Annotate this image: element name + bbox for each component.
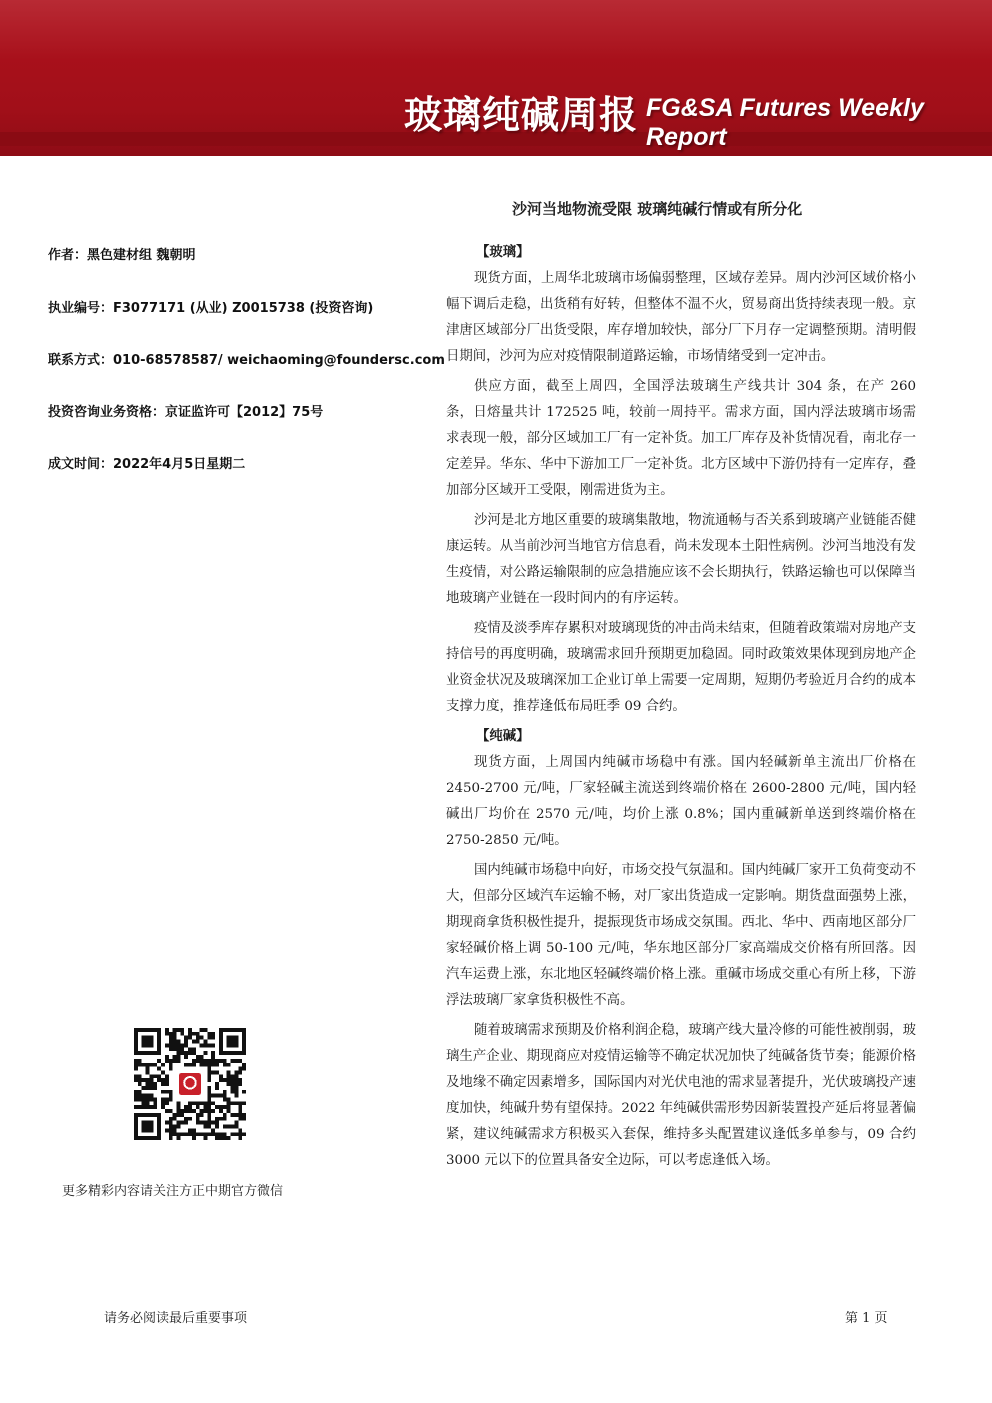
report-series-title-cn: 玻璃纯碱周报 (404, 93, 639, 137)
report-series-title-en: FG&SA Futures Weekly Report (646, 94, 924, 151)
qualification-line: 投资咨询业务资格：京证监许可【2012】75号 (48, 405, 324, 420)
section-head-glass: 【玻璃】 (476, 245, 530, 260)
date-line: 成文时间：2022年4月5日星期二 (48, 457, 246, 472)
glass-paragraph: 沙河是北方地区重要的玻璃集散地，物流通畅与否关系到玻璃产业链能否健康运转。从当前沙河当地官方信息看，尚未发现本土阳性病例。沙河当地没有发生疫情，对公路运输限制的应急措施应该不会长期执行，铁路运输也可以保障当地玻璃产业链在一段时间内的有序运转。 (446, 513, 916, 606)
author-line: 作者：黑色建材组 魏朝明 (48, 248, 196, 263)
qr-caption: 更多精彩内容请关注方正中期官方微信 (62, 1184, 284, 1199)
section-head-soda: 【纯碱】 (476, 729, 530, 744)
report-title: 沙河当地物流受限 玻璃纯碱行情或有所分化 (512, 200, 803, 218)
contact-line: 联系方式：010-68578587/ weichaoming@foundersc.com (48, 353, 445, 368)
glass-paragraph: 疫情及淡季库存累积对玻璃现货的冲击尚未结束，但随着政策端对房地产支持信号的再度明确，玻璃需求回升预期更加稳固。同时政策效果体现到房地产企业资金状况及玻璃深加工企业订单上需要一定周期，短期仍考验近月合约的成本支撑力度，推荐逢低布局旺季 09 合约。 (446, 621, 916, 714)
report-body (446, 240, 916, 1178)
glass-paragraph: 现货方面，上周华北玻璃市场偏弱整理，区域存差异。周内沙河区域价格小幅下调后走稳，出货稍有好转，但整体不温不火，贸易商出货持续表现一般。京津唐区域部分厂出货受限，库存增加较快，部分厂下月存一定调整预期。清明假日期间，沙河为应对疫情限制道路运输，市场情绪受到一定冲击。 (446, 271, 916, 364)
header-banner (0, 0, 992, 156)
soda-paragraph: 随着玻璃需求预期及价格利润企稳，玻璃产线大量冷修的可能性被削弱，玻璃生产企业、期现商应对疫情运输等不确定状况加快了纯碱备货节奏；能源价格及地缘不确定因素增多，国际国内对光伏电池的需求显著提升，光伏玻璃投产速度加快，纯碱升势有望保持。2022 年纯碱供需形势因新装置投产延后将显著偏紧，建议纯碱需求方积极买入套保，维持多头配置建议逢低多单参与，09 合约 3000 元以下的位置具备安全边际，可以考虑逢低入场。 (446, 1023, 916, 1168)
banner-shine (0, 0, 992, 60)
footer-notice: 请务必阅读最后重要事项 (104, 1311, 248, 1326)
glass-paragraph: 供应方面，截至上周四，全国浮法玻璃生产线共计 304 条，在产 260 条，日熔量共计 172525 吨，较前一周持平。需求方面，国内浮法玻璃市场需求表现一般，部分区域加工厂有一定补货。加工厂库存及补货情况看，南北存一定差异。华东、华中下游加工厂一定补货。北方区域中下游仍持有一定库存，叠加部分区域开工受限，刚需进货为主。 (446, 379, 916, 498)
license-number-line: 执业编号：F3077171 (从业) Z0015738 (投资咨询) (48, 301, 374, 316)
soda-paragraph: 现货方面，上周国内纯碱市场稳中有涨。国内轻碱新单主流出厂价格在 2450-2700 元/吨，厂家轻碱主流送到终端价格在 2600-2800 元/吨，国内轻碱出厂均价在 2570 元/吨，均价上涨 0.8%；国内重碱新单送到终端价格在 2750-2850 元/吨。 (446, 755, 916, 848)
page-number: 第 1 页 (845, 1311, 888, 1326)
wechat-qr-code (134, 1028, 246, 1140)
soda-paragraph: 国内纯碱市场稳中向好，市场交投气氛温和。国内纯碱厂家开工负荷变动不大，但部分区域汽车运输不畅，对厂家出货造成一定影响。期货盘面强势上涨，期现商拿货积极性提升，提振现货市场成交氛围。西北、华中、西南地区部分厂家轻碱价格上调 50-100 元/吨，华东地区部分厂家高端成交价格有所回落。因汽车运费上涨，东北地区轻碱终端价格上涨。重碱市场成交重心有所上移，下游浮法玻璃厂家拿货积极性不高。 (446, 863, 916, 1008)
